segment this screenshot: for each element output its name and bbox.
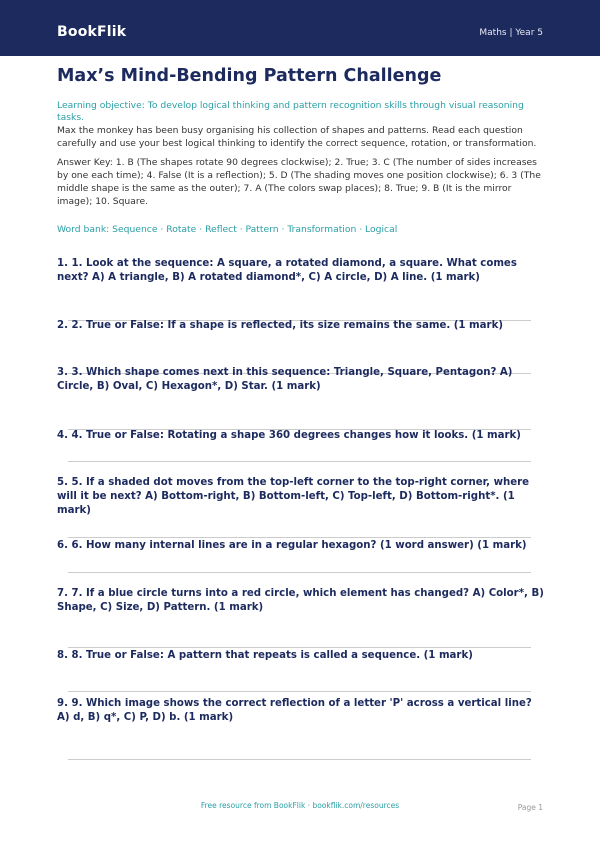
- answer-line-7[interactable]: [68, 647, 531, 648]
- question-6: 6. 6. How many internal lines are in a regular hexagon? (1 word answer) (1 mark): [57, 540, 527, 551]
- question-7: 7. 7. If a blue circle turns into a red circle, which element has changed? A) Color*, B) Shape, C) Size, D) Pattern. (1 mark): [57, 588, 544, 613]
- answer-line-9[interactable]: [68, 759, 531, 760]
- answer-line-4[interactable]: [68, 461, 531, 462]
- word-bank: Word bank: Sequence · Rotate · Reflect · Pattern · Transformation · Logical: [57, 224, 398, 235]
- learning-objective: Learning objective: To develop logical thinking and pattern recognition skills through visual reasoning tasks.: [57, 100, 524, 123]
- header-bar: [0, 0, 600, 56]
- answer-line-5[interactable]: [68, 537, 531, 538]
- intro-text: Max the monkey has been busy organising his collection of shapes and patterns. Read each question carefully and use your best logical thinking to identify the correct sequence, rotation, or transformation.: [57, 125, 537, 149]
- page-number: Page 1: [517, 803, 543, 812]
- question-2: 2. 2. True or False: If a shape is reflected, its size remains the same. (1 mark): [57, 320, 504, 331]
- question-3: 3. 3. Which shape comes next in this sequence: Triangle, Square, Pentagon? A) Circle, B) Oval, C) Hexagon*, D) Star. (1 mark): [57, 367, 513, 392]
- question-4: 4. 4. True or False: Rotating a shape 360 degrees changes how it looks. (1 mark): [57, 430, 521, 441]
- page-title: Max’s Mind-Bending Pattern Challenge: [57, 66, 442, 86]
- answer-line-8[interactable]: [68, 691, 531, 692]
- answer-line-6[interactable]: [68, 572, 531, 573]
- question-1: 1. 1. Look at the sequence: A square, a rotated diamond, a square. What comes next? A) A triangle, B) A rotated diamond*, C) A circle, D) A line. (1 mark): [57, 258, 517, 283]
- subject-year: Maths | Year 5: [479, 28, 543, 38]
- footer-link[interactable]: Free resource from BookFlik · bookflik.com/resources: [200, 801, 400, 810]
- brand-logo[interactable]: BookFlik: [57, 24, 127, 40]
- question-5: 5. 5. If a shaded dot moves from the top-left corner to the top-right corner, where will it be next? A) Bottom-right, B) Bottom-left, C) Top-left, D) Bottom-right*. (1 mark): [57, 477, 530, 516]
- question-8: 8. 8. True or False: A pattern that repeats is called a sequence. (1 mark): [57, 650, 473, 661]
- question-9: 9. 9. Which image shows the correct reflection of a letter 'P' across a vertical line? A) d, B) q*, C) P, D) b. (1 mark): [57, 698, 532, 723]
- answer-key: Answer Key: 1. B (The shapes rotate 90 degrees clockwise); 2. True; 3. C (The number of sides increases by one each time); 4. False (It is a reflection); 5. D (The shading moves one position clockwise); 6. 3 (The middle shape is the same as the outer); 7. A (The colors swap places); 8. True; 9. B (It is the mirror image); 10. Square.: [57, 157, 541, 207]
